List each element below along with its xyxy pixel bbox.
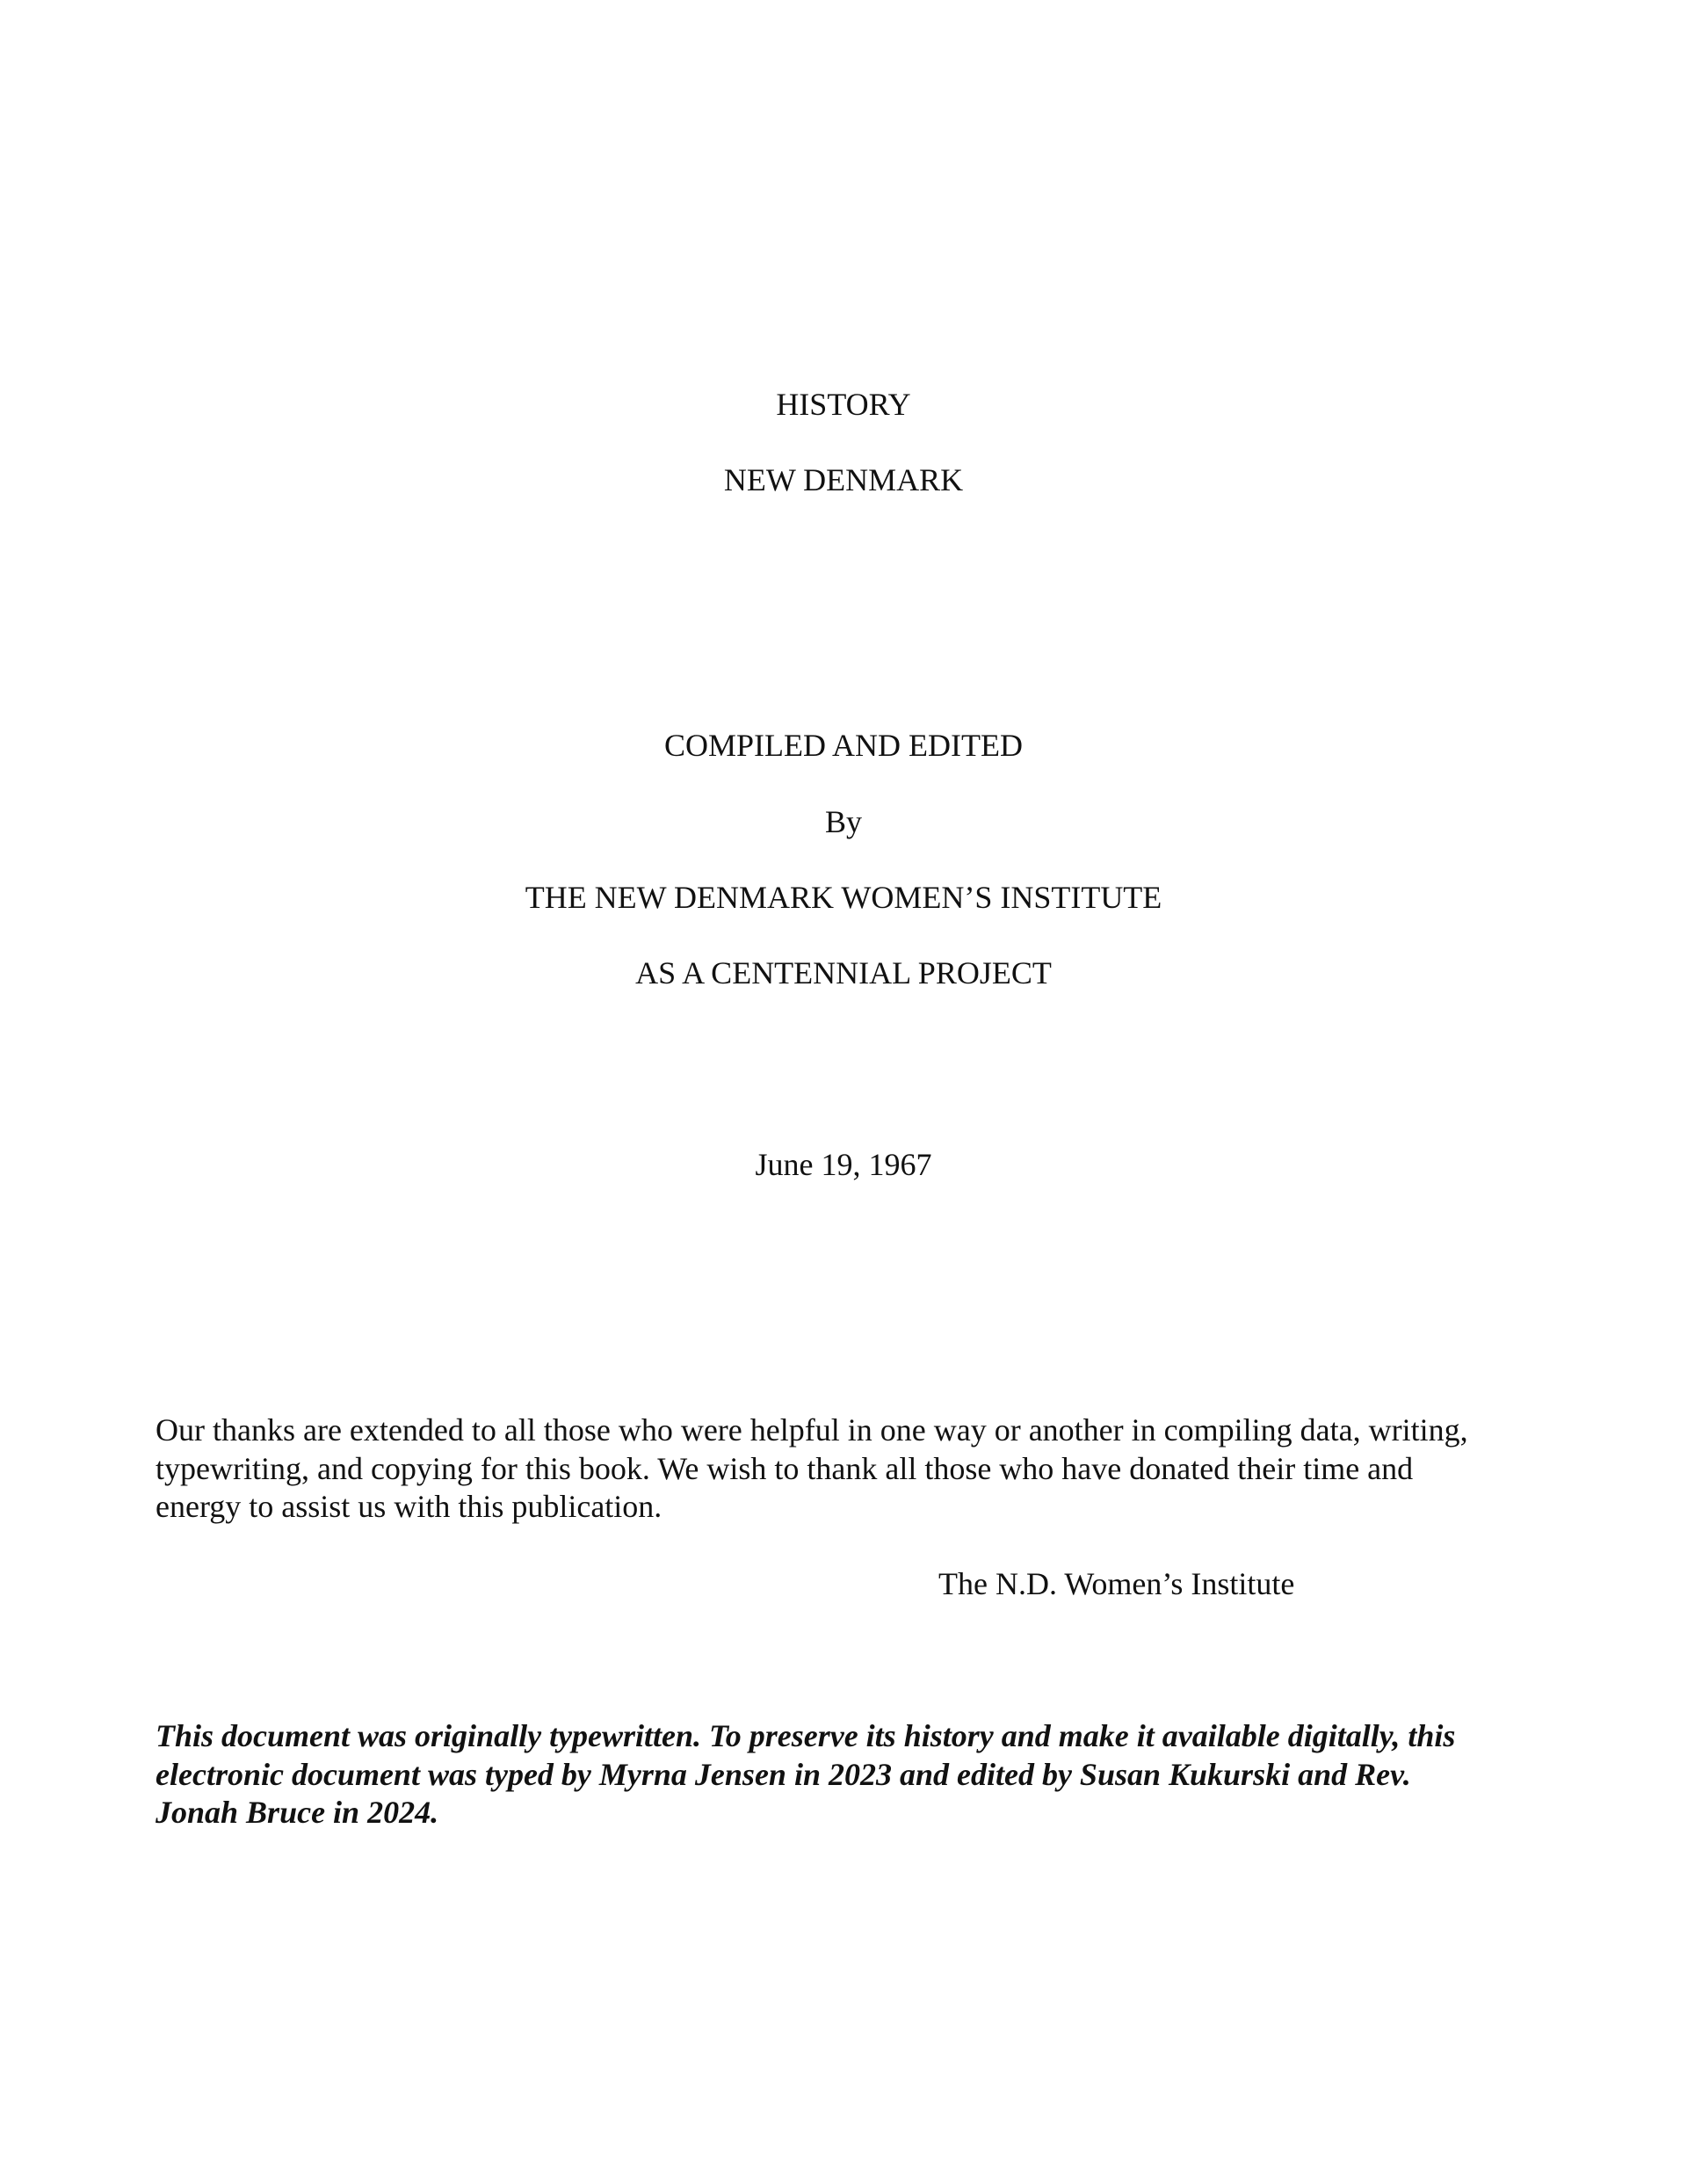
by-label: By bbox=[824, 804, 862, 839]
title-new-denmark: NEW DENMARK bbox=[723, 462, 964, 497]
title-history: HISTORY bbox=[776, 387, 911, 422]
acknowledgement-signature: The N.D. Women’s Institute bbox=[938, 1566, 1295, 1601]
acknowledgement-paragraph bbox=[156, 1411, 1544, 1527]
acknowledgement-line: typewriting, and copying for this book. We wish to thank all those who have donated their time and bbox=[156, 1450, 1414, 1486]
digitization-note bbox=[156, 1717, 1561, 1832]
acknowledgement-line: energy to assist us with this publication. bbox=[156, 1489, 662, 1524]
digitization-note-line: Jonah Bruce in 2024. bbox=[156, 1795, 439, 1830]
compiled-and-edited: COMPILED AND EDITED bbox=[664, 728, 1023, 763]
publication-date: June 19, 1967 bbox=[755, 1147, 932, 1182]
acknowledgement-line: Our thanks are extended to all those who were helpful in one way or another in compiling data, writing, bbox=[156, 1412, 1468, 1448]
digitization-note-line: This document was originally typewritten. To preserve its history and make it available digitally, this bbox=[156, 1718, 1456, 1753]
digitization-note-line: electronic document was typed by Myrna Jensen in 2023 and edited by Susan Kukurski and Rev. bbox=[156, 1756, 1411, 1792]
institute-name: THE NEW DENMARK WOMEN’S INSTITUTE bbox=[525, 880, 1162, 915]
centennial-project: AS A CENTENNIAL PROJECT bbox=[635, 955, 1052, 990]
